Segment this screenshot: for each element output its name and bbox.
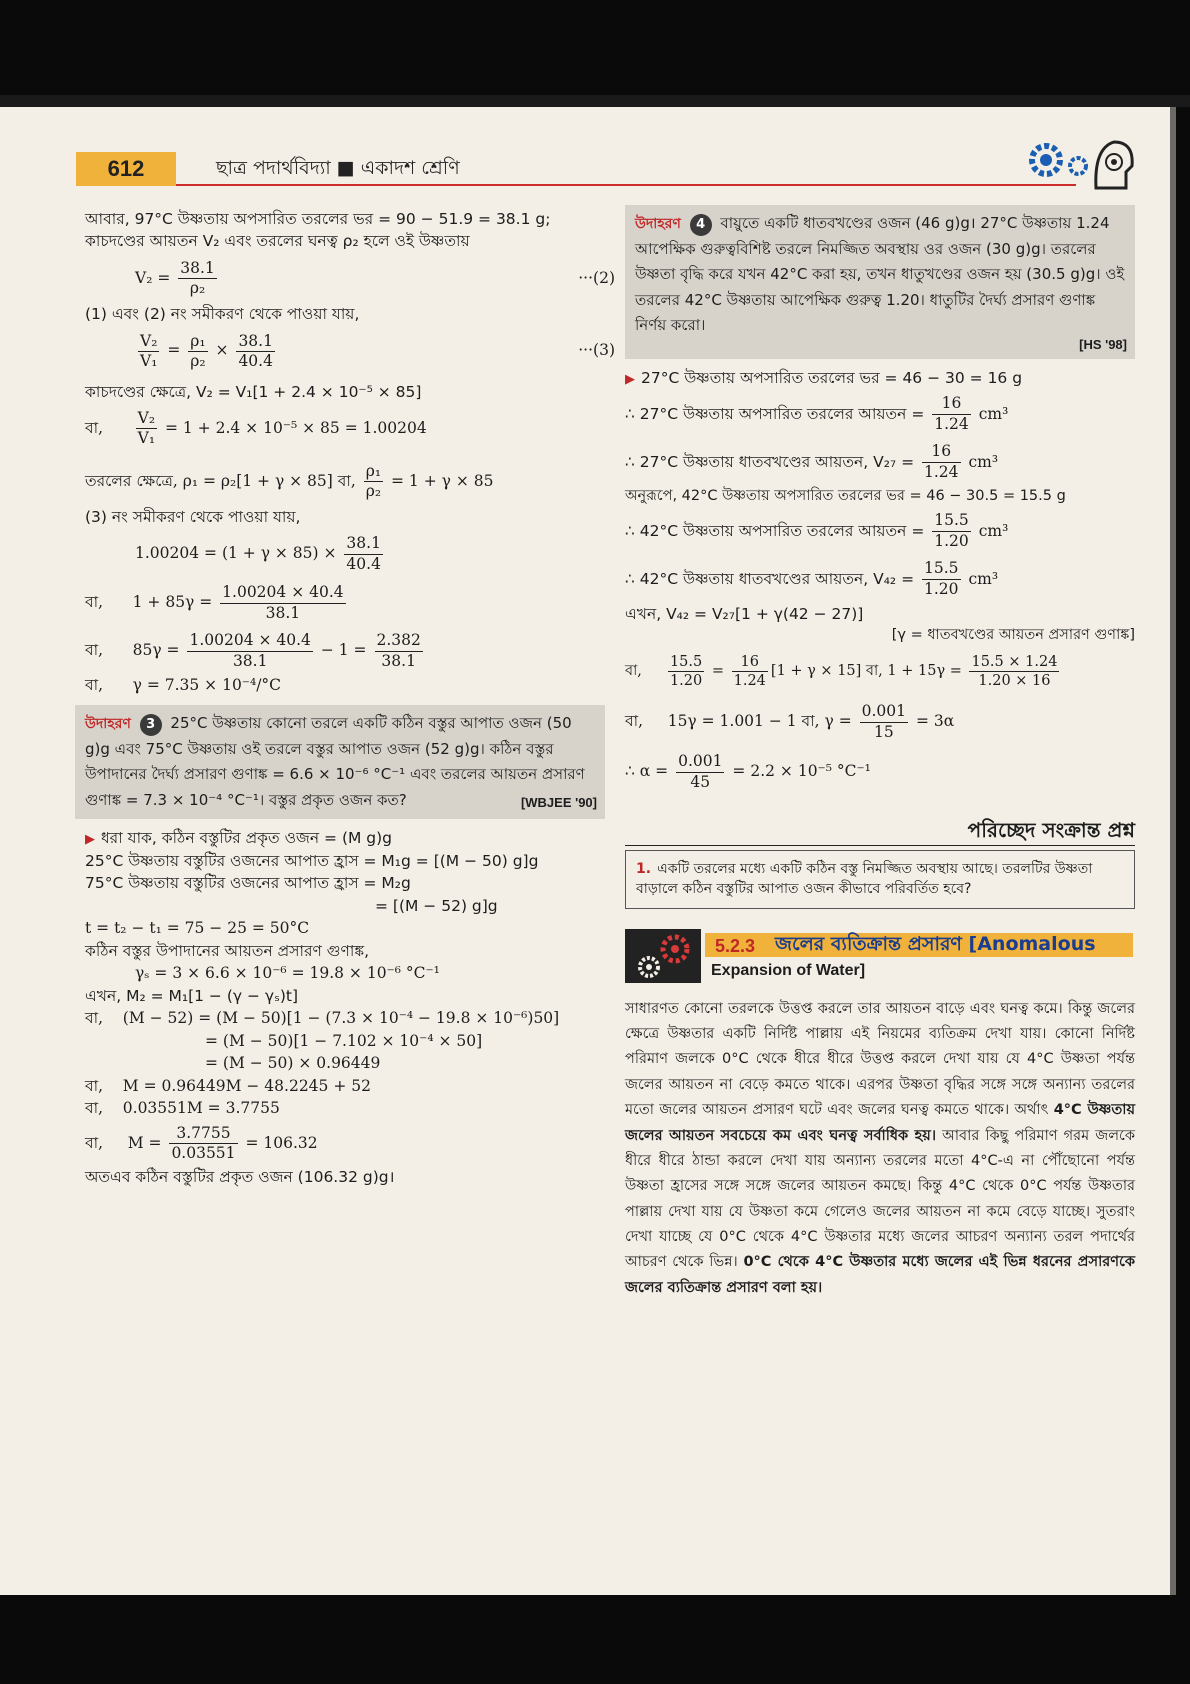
section-heading: পরিচ্ছেদ সংক্রান্ত প্রশ্ন — [625, 816, 1135, 846]
equation-3: $\frac{\text{V₂}}{\text{V₁}}$ = $\frac{\text{ρ₁}}{\text{ρ₂}}$ × $\frac{38.1}{40.4}$ ···(3) — [135, 325, 605, 375]
example-number: 3 — [140, 714, 162, 736]
triangle-arrow-icon: ▶ — [625, 371, 635, 387]
text-line: এখন, M₂ = M₁[1 − (γ − γₛ)t] — [85, 986, 299, 1005]
equation-line: বা, $\frac{15.5}{1.20}$ = $\frac{16}{1.24}$ [1 + γ × 15] বা, 1 + 15γ = $\frac{15.5 \times 1.24}{1.20 \times 16}$ — [625, 653, 1058, 689]
text-line: t = t₂ − t₁ = 75 − 25 = 50°C — [85, 919, 310, 938]
text-line: γₛ = 3 × 6.6 × 10⁻⁶ = 19.8 × 10⁻⁶ °C⁻¹ — [135, 964, 440, 983]
equation-line: বা, 85γ = $\frac{1.00204 \times 40.4}{38.1}$ − 1 = $\frac{2.382}{38.1}$ — [85, 631, 421, 670]
equation-line: বা, 15γ = 1.001 − 1 বা, γ = $\frac{0.001}{15}$ = 3α — [625, 702, 955, 741]
fraction: $\frac{38.1}{\text{ρ₂}}$ — [180, 259, 215, 298]
example-4-box — [625, 205, 1135, 359]
right-column — [625, 205, 1135, 1301]
text-line: বা, 0.03551M = 3.7755 — [85, 1099, 280, 1118]
header-rule — [176, 184, 1076, 186]
conclusion-line: অতএব কঠিন বস্তুটির প্রকৃত ওজন (106.32 g)g। — [85, 1167, 395, 1186]
equation-text: V₂ = — [135, 268, 171, 287]
page-number: 612 — [76, 152, 176, 186]
text-line: 75°C উষ্ণতায় বস্তুটির ওজনের আপাত হ্রাস = M₂g — [85, 874, 411, 893]
equation-line: ∴ 42°C উষ্ণতায় অপসারিত তরলের আয়তন = $\frac{15.5}{1.20}$ cm³ — [625, 511, 1009, 550]
equation-line: বা, 1 + 85γ = $\frac{1.00204 \times 40.4}{38.1}$ — [85, 583, 344, 622]
example-3-box — [75, 705, 605, 819]
gear-head-icon — [1016, 128, 1136, 192]
text-line: অনুরূপে, 42°C উষ্ণতায় অপসারিত তরলের ভর = 46 − 30.5 = 15.5 g — [625, 487, 1066, 504]
paragraph: সাধারণত কোনো তরলকে উত্তপ্ত করলে তার আয়তন বাড়ে এবং ঘনত্ব কমে। কিন্তু জলের ক্ষেত্রে উষ্ণতার একটি নির্দিষ্ট পাল্লায় এই নিয়মের ব্যতিক্রম দেখা যায়। কোনো নির্দিষ্ট পরিমাণ জলকে 0°C থেকে ধীরে ধীরে উত্তপ্ত করলে দেখা যায় যে 4°C উষ্ণতা পর্যন্ত জলের আয়তন না বেড়ে কমতে থাকে। এরপর উষ্ণতা বৃদ্ধির সঙ্গে সঙ্গে অন্যান্য তরলের মতো জলের আয়তন প্রসারণ ঘটে এবং জলের ঘনত্ব কমতে থাকে। অর্থাৎ 4°C উষ্ণতায় জলের আয়তন সবচেয়ে কম এবং ঘনত্ব সর্বাধিক হয়। আবার কিছু পরিমাণ গরম জলকে ধীরে ধীরে ঠান্ডা করলে দেখা যায় অন্যান্য তরলের মতো 4°C-এ না পৌঁছোনো পর্যন্ত উষ্ণতা হ্রাসের সঙ্গে সঙ্গে জলের আয়তন কমছে। কিন্তু 4°C থেকে 0°C পর্যন্ত উষ্ণতার পাল্লায় দেখা যায় যে উষ্ণতা কমে গেলেও জলের আয়তন না কমে বেড়ে যাচ্ছে। সুতরাং দেখা যাচ্ছে যে 0°C থেকে 4°C উষ্ণতার মধ্যে জলের আচরণ অন্যান্য তরল পদার্থের আচরণ থেকে ভিন্ন। 0°C থেকে 4°C উষ্ণতার মধ্যে জলের এই ভিন্ন ধরনের প্রসারণকে জলের ব্যতিক্রান্ত প্রসারণ বলা হয়। — [625, 1000, 1136, 1296]
text-line: আবার, 97°C উষ্ণতায় অপসারিত তরলের ভর = 90 − 51.9 = 38.1 g; — [85, 210, 551, 228]
equation-line: ∴ 27°C উষ্ণতায় অপসারিত তরলের আয়তন = $\frac{16}{1.24}$ cm³ — [625, 394, 1009, 433]
text-line: কঠিন বস্তুর উপাদানের আয়তন প্রসারণ গুণাঙ্ক, — [85, 941, 370, 960]
page-header — [76, 150, 1126, 190]
question-box — [625, 850, 1135, 909]
example-text: 25°C উষ্ণতায় কোনো তরলে একটি কঠিন বস্তুর আপাত ওজন (50 g)g এবং 75°C উষ্ণতায় ওই তরলে বস্তুর আপাত ওজন (52 g)g। কঠিন বস্তুর উপাদানের দৈর্ঘ্য প্রসারণ গুণাঙ্ক = 6.6 × 10⁻⁶ °C⁻¹ এবং তরলের আয়তন প্রসারণ গুণাঙ্ক = 7.3 × 10⁻⁴ °C⁻¹। বস্তুর প্রকৃত ওজন কত? — [85, 713, 585, 809]
topic-header — [625, 929, 1135, 983]
text-line: (3) নং সমীকরণ থেকে পাওয়া যায়, — [85, 507, 301, 526]
equation-line: বা, M = $\frac{3.7755}{0.03551}$ = 106.32 — [85, 1123, 318, 1163]
equation-line: 1.00204 = (1 + γ × 85) × $\frac{38.1}{40.4}$ — [135, 534, 381, 573]
gears-icon — [625, 929, 701, 983]
equation-line: বা, $\frac{\text{V₂}}{\text{V₁}}$ = 1 + 2.4 × 10⁻⁵ × 85 = 1.00204 — [85, 409, 427, 448]
text-line: ▶ 27°C উষ্ণতায় অপসারিত তরলের ভর = 46 − 30 = 16 g — [625, 368, 1023, 387]
text-line: (1) এবং (2) নং সমীকরণ থেকে পাওয়া যায়, — [85, 304, 360, 323]
page-top-edge — [0, 95, 1190, 107]
equation-number: ···(3) — [578, 341, 615, 360]
equation-line: বা, γ = 7.35 × 10⁻⁴/°C — [85, 676, 282, 695]
text-line: = (M − 50) × 0.96449 — [205, 1054, 381, 1073]
triangle-arrow-icon: ▶ — [85, 832, 95, 848]
equation-2 — [135, 253, 615, 303]
equation-line: ∴ 27°C উষ্ণতায় ধাতবখণ্ডের আয়তন, V₂₇ = $\frac{16}{1.24}$ cm³ — [625, 442, 999, 481]
text-line: এখন, V₄₂ = V₂₇[1 + γ(42 − 27)] — [625, 604, 864, 623]
text-line: [γ = ধাতবখণ্ডের আয়তন প্রসারণ গুণাঙ্ক] — [891, 627, 1135, 644]
equation-line: তরলের ক্ষেত্রে, ρ₁ = ρ₂[1 + γ × 85] বা, $\frac{\text{ρ₁}}{\text{ρ₂}}$ = 1 + γ × 85 — [85, 462, 494, 501]
text-line: কাচদণ্ডের আয়তন V₂ এবং তরলের ঘনত্ব ρ₂ হলে ওই উষ্ণতায় — [85, 232, 470, 251]
topic-english-title: Expansion of Water] — [711, 961, 866, 979]
topic-number: 5.2.3 — [715, 935, 756, 956]
example-label: উদাহরণ — [635, 216, 681, 232]
question-number: 1. — [636, 861, 652, 878]
example-text: বায়ুতে একটি ধাতবখণ্ডের ওজন (46 g)g। 27°C উষ্ণতায় 1.24 আপেক্ষিক গুরুত্ববিশিষ্ট তরলে নিমজ্জিত অবস্থায় ওর ওজন (30 g)g। তরলের উষ্ণতা বৃদ্ধি করে যখন 42°C করা হয়, তখন ধাতুখণ্ডের ওজন হয় (30.5 g)g। ওই তরলের 42°C উষ্ণতায় আপেক্ষিক গুরুত্ব 1.20। ধাতুটির দৈর্ঘ্য প্রসারণ গুণাঙ্ক নির্ণয় করো। — [635, 214, 1125, 335]
equation-line: ∴ 42°C উষ্ণতায় ধাতবখণ্ডের আয়তন, V₄₂ = $\frac{15.5}{1.20}$ cm³ — [625, 559, 999, 598]
topic-title: জলের ব্যতিক্রান্ত প্রসারণ [Anomalous — [775, 932, 1096, 955]
example-label: উদাহরণ — [85, 715, 131, 732]
left-column — [85, 208, 615, 1188]
source-tag: [WBJEE '90] — [520, 795, 597, 811]
question-text: একটি তরলের মধ্যে একটি কঠিন বস্তু নিমজ্জিত অবস্থায় আছে। তরলটির উষ্ণতা বাড়ালে কঠিন বস্তুটির আপাত ওজন কীভাবে পরিবর্তিত হবে? — [636, 861, 1093, 898]
source-tag: [HS '98] — [1079, 336, 1127, 352]
text-line: = [(M − 52) g]g — [375, 896, 498, 915]
text-line: বা, M = 0.96449M − 48.2245 + 52 — [85, 1076, 371, 1095]
equation-line: ∴ α = $\frac{0.001}{45}$ = 2.2 × 10⁻⁵ °C⁻¹ — [625, 752, 871, 791]
example-number: 4 — [690, 214, 712, 236]
text-line: = (M − 50)[1 − 7.102 × 10⁻⁴ × 50] — [205, 1031, 483, 1050]
text-line: কাচদণ্ডের ক্ষেত্রে, V₂ = V₁[1 + 2.4 × 10⁻⁵ × 85] — [85, 383, 422, 402]
text-line: বা, (M − 52) = (M − 50)[1 − (7.3 × 10⁻⁴ − 19.8 × 10⁻⁶)50] — [85, 1009, 560, 1028]
text-line: ▶ ধরা যাক, কঠিন বস্তুটির প্রকৃত ওজন = (M g)g — [85, 829, 393, 848]
book-title: ছাত্র পদার্থবিদ্যা ■ একাদশ শ্রেণি — [216, 157, 460, 179]
equation-number: ···(2) — [578, 268, 615, 287]
text-line: 25°C উষ্ণতায় বস্তুটির ওজনের আপাত হ্রাস = M₁g = [(M − 50) g]g — [85, 851, 539, 870]
